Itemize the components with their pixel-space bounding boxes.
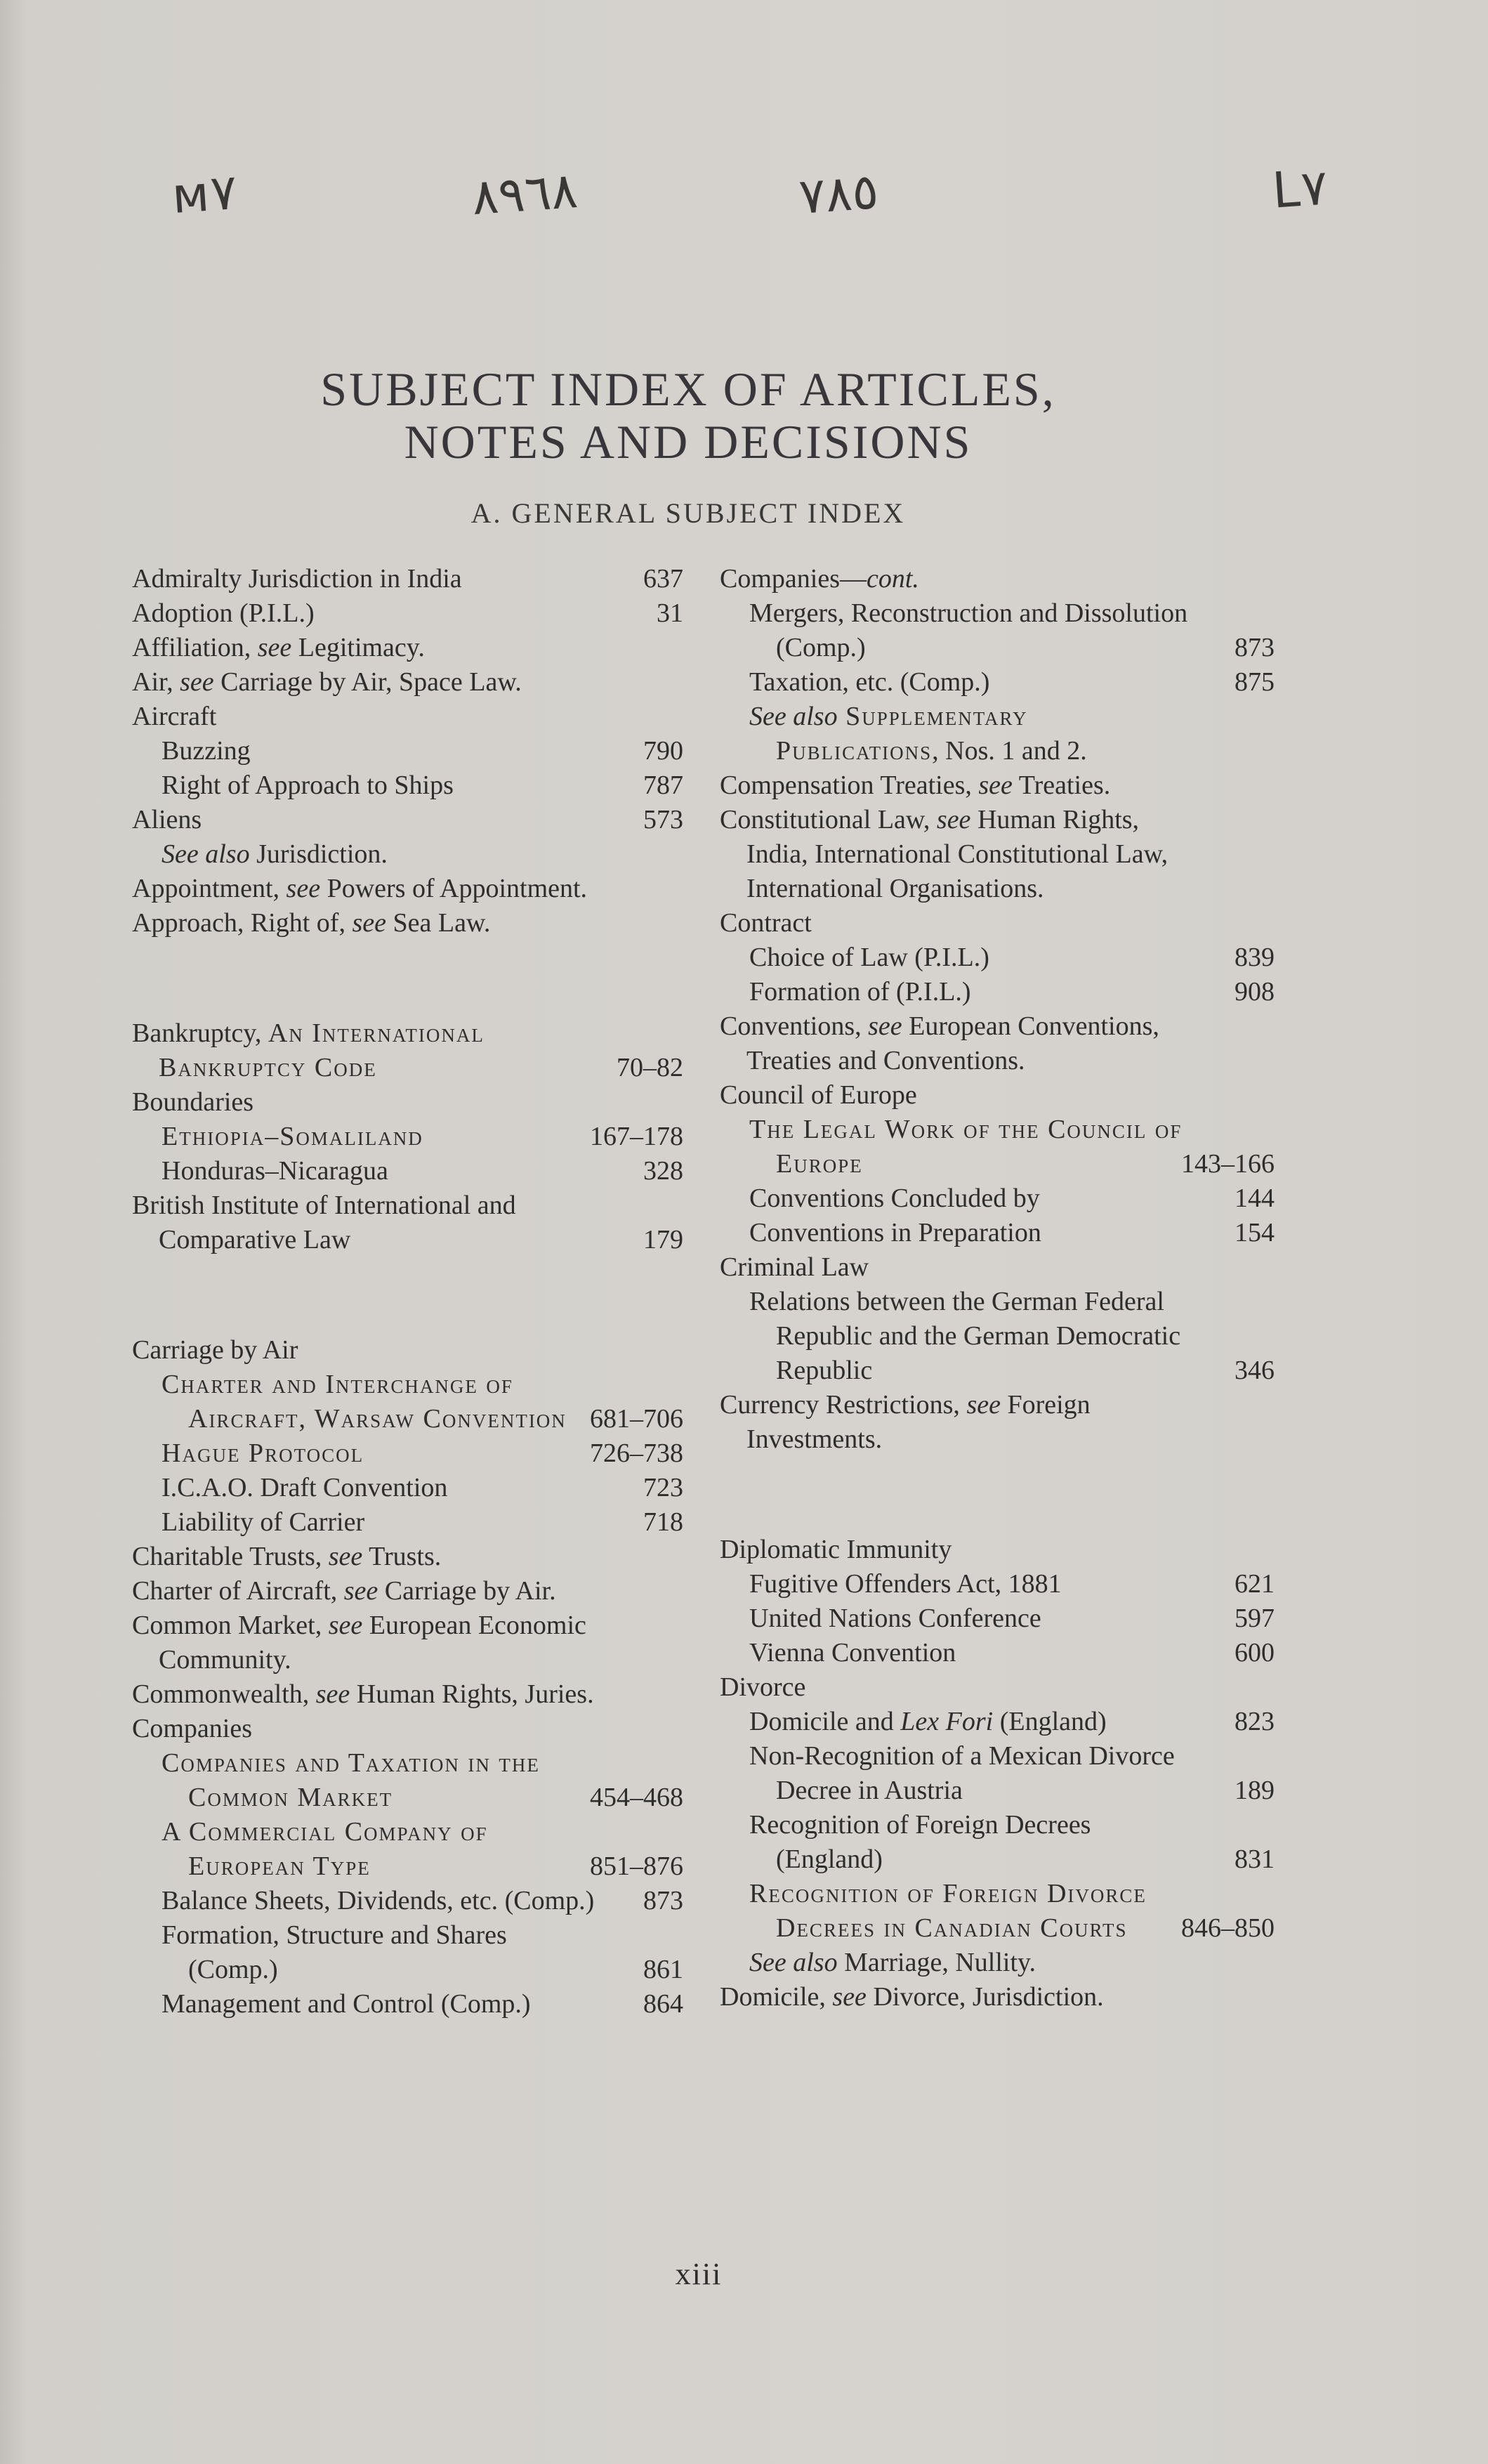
index-column-left	[132, 562, 683, 2021]
index-entry: Companies—cont.	[720, 564, 919, 594]
index-entry: Boundaries	[132, 1087, 254, 1117]
page-ref: 790	[643, 736, 683, 766]
page-ref: 846–850	[1181, 1913, 1275, 1943]
index-entry: Conventions, see European Conventions, Treaties and Conventions.	[720, 1011, 1159, 1075]
page-ref: 864	[643, 1989, 683, 2019]
index-entry: British Institute of International and Comparative Law 179	[132, 1188, 683, 1257]
index-entry: Aliens 573	[132, 803, 683, 837]
index-subentry: Relations between the German Federal Republic and the German Democratic Republic 346	[749, 1285, 1275, 1388]
page-ref: 154	[1234, 1218, 1275, 1247]
section-subtitle: A. GENERAL SUBJECT INDEX	[470, 497, 906, 529]
index-entry: Constitutional Law, see Human Rights, India, International Constitutional Law, International Organisations.	[720, 805, 1168, 903]
index-subentry: Recognition of Foreign Divorce Decrees in Canadian Courts 846–850	[749, 1877, 1275, 1946]
index-subentry: I.C.A.O. Draft Convention 723	[162, 1471, 683, 1505]
index-subentry: Mergers, Reconstruction and Dissolution (Comp.) 873	[749, 596, 1275, 665]
page-ref: 144	[1234, 1184, 1275, 1213]
index-subentry: Charter and Interchange of Aircraft, Warsaw Convention 681–706	[162, 1368, 683, 1436]
index-subentry: See also Jurisdiction.	[162, 839, 388, 869]
page-ref: 875	[1234, 667, 1275, 697]
index-entry: Compensation Treaties, see Treaties.	[720, 771, 1111, 800]
index-entry: Bankruptcy, An International Bankruptcy Code 70–82	[132, 1016, 683, 1085]
index-subentry: Recognition of Foreign Decrees (England) 831	[749, 1808, 1275, 1877]
handwritten-mark-2: ٨٩٦٨	[470, 161, 580, 227]
index-subentry: Fugitive Offenders Act, 1881 621	[749, 1567, 1275, 1601]
index-entry: Affiliation, see Legitimacy.	[132, 633, 425, 662]
index-subentry: The Legal Work of the Council of Europe 143–166	[749, 1113, 1275, 1181]
index-subentry: United Nations Conference 597	[749, 1601, 1275, 1636]
index-entry: Air, see Carriage by Air, Space Law.	[132, 667, 522, 697]
page-ref: 346	[1234, 1356, 1275, 1385]
page-ref: 723	[643, 1473, 683, 1502]
index-subentry: Buzzing 790	[162, 734, 683, 768]
page-ref: 573	[643, 805, 683, 834]
index-entry: Charitable Trusts, see Trusts.	[132, 1542, 442, 1571]
index-entry: Adoption (P.I.L.) 31	[132, 596, 683, 631]
page-ref: 600	[1234, 1638, 1275, 1667]
index-subentry: Vienna Convention 600	[749, 1636, 1275, 1670]
page-ref: 454–468	[590, 1783, 683, 1812]
index-subentry: Conventions Concluded by 144	[749, 1181, 1275, 1216]
page-ref: 70–82	[617, 1053, 683, 1082]
index-subentry: Liability of Carrier 718	[162, 1505, 683, 1540]
index-subentry: See also Supplementary Publications, Nos. 1 and 2.	[749, 702, 1087, 766]
page-ref: 908	[1234, 977, 1275, 1007]
index-subentry: Choice of Law (P.I.L.) 839	[749, 941, 1275, 975]
index-entry: Criminal Law	[720, 1252, 869, 1282]
index-subentry: Ethiopia–Somaliland 167–178	[162, 1120, 683, 1154]
handwritten-mark-4: L٧	[1270, 158, 1330, 220]
index-entry: Diplomatic Immunity	[720, 1535, 952, 1564]
index-subentry: See also Marriage, Nullity.	[749, 1948, 1036, 1977]
page-ref: 861	[643, 1955, 683, 1984]
index-entry: Approach, Right of, see Sea Law.	[132, 908, 491, 938]
index-subentry: Formation, Structure and Shares (Comp.) 861	[162, 1918, 683, 1987]
index-entry: Charter of Aircraft, see Carriage by Air.	[132, 1576, 556, 1606]
page-ref: 637	[643, 564, 683, 594]
index-entry: Domicile, see Divorce, Jurisdiction.	[720, 1982, 1104, 2012]
index-subentry: Hague Protocol 726–738	[162, 1436, 683, 1471]
index-subentry: Management and Control (Comp.) 864	[162, 1987, 683, 2021]
page-ref: 718	[643, 1507, 683, 1537]
page-ref: 597	[1234, 1604, 1275, 1633]
page-ref: 189	[1234, 1776, 1275, 1805]
index-entry: Currency Restrictions, see Foreign Investments.	[720, 1390, 1091, 1454]
page-ref: 31	[657, 598, 683, 628]
page-title-line-2: NOTES AND DECISIONS	[404, 415, 973, 468]
index-subentry: Taxation, etc. (Comp.) 875	[749, 665, 1275, 700]
index-entry: Appointment, see Powers of Appointment.	[132, 874, 588, 903]
page-ref: 328	[643, 1156, 683, 1186]
page-ref: 873	[643, 1886, 683, 1915]
index-entry: Commonwealth, see Human Rights, Juries.	[132, 1679, 594, 1709]
index-entry: Companies	[132, 1714, 252, 1743]
page-ref: 179	[643, 1225, 683, 1254]
index-subentry: Right of Approach to Ships 787	[162, 768, 683, 803]
index-entry: Carriage by Air	[132, 1335, 298, 1365]
page-ref: 831	[1234, 1844, 1275, 1874]
index-subentry: Domicile and Lex Fori (England) 823	[749, 1705, 1275, 1739]
page-ref: 167–178	[590, 1122, 683, 1151]
index-entry: Divorce	[720, 1672, 806, 1702]
index-subentry: A Commercial Company of European Type 851–876	[162, 1815, 683, 1884]
page-ref: 681–706	[590, 1404, 683, 1434]
index-subentry: Formation of (P.I.L.) 908	[749, 975, 1275, 1009]
page-ref: 143–166	[1181, 1149, 1275, 1179]
handwritten-mark-1: ᴍ٧	[170, 162, 239, 225]
index-subentry: Honduras–Nicaragua 328	[162, 1154, 683, 1188]
index-subentry: Companies and Taxation in the Common Market 454–468	[162, 1746, 683, 1815]
page-ref: 823	[1234, 1707, 1275, 1736]
handwritten-mark-3: ٧٨٥	[797, 162, 881, 225]
index-column-right	[720, 562, 1275, 2014]
index-entry: Aircraft	[132, 702, 217, 731]
page-ref: 726–738	[590, 1439, 683, 1468]
index-entry: Contract	[720, 908, 812, 938]
page-ref: 873	[1234, 633, 1275, 662]
page-ref: 787	[643, 771, 683, 800]
page-title-line-1: SUBJECT INDEX OF ARTICLES,	[320, 362, 1056, 416]
index-subentry: Balance Sheets, Dividends, etc. (Comp.) 873	[162, 1884, 683, 1918]
index-subentry: Conventions in Preparation 154	[749, 1216, 1275, 1250]
index-entry: Admiralty Jurisdiction in India 637	[132, 562, 683, 596]
page-ref: 839	[1234, 943, 1275, 972]
index-entry: Common Market, see European Economic Community.	[132, 1611, 586, 1675]
index-entry: Council of Europe	[720, 1080, 917, 1110]
index-subentry: Non-Recognition of a Mexican Divorce Decree in Austria 189	[749, 1739, 1275, 1808]
page-number: xiii	[675, 2257, 723, 2291]
page-ref: 621	[1234, 1569, 1275, 1599]
page-ref: 851–876	[590, 1852, 683, 1881]
